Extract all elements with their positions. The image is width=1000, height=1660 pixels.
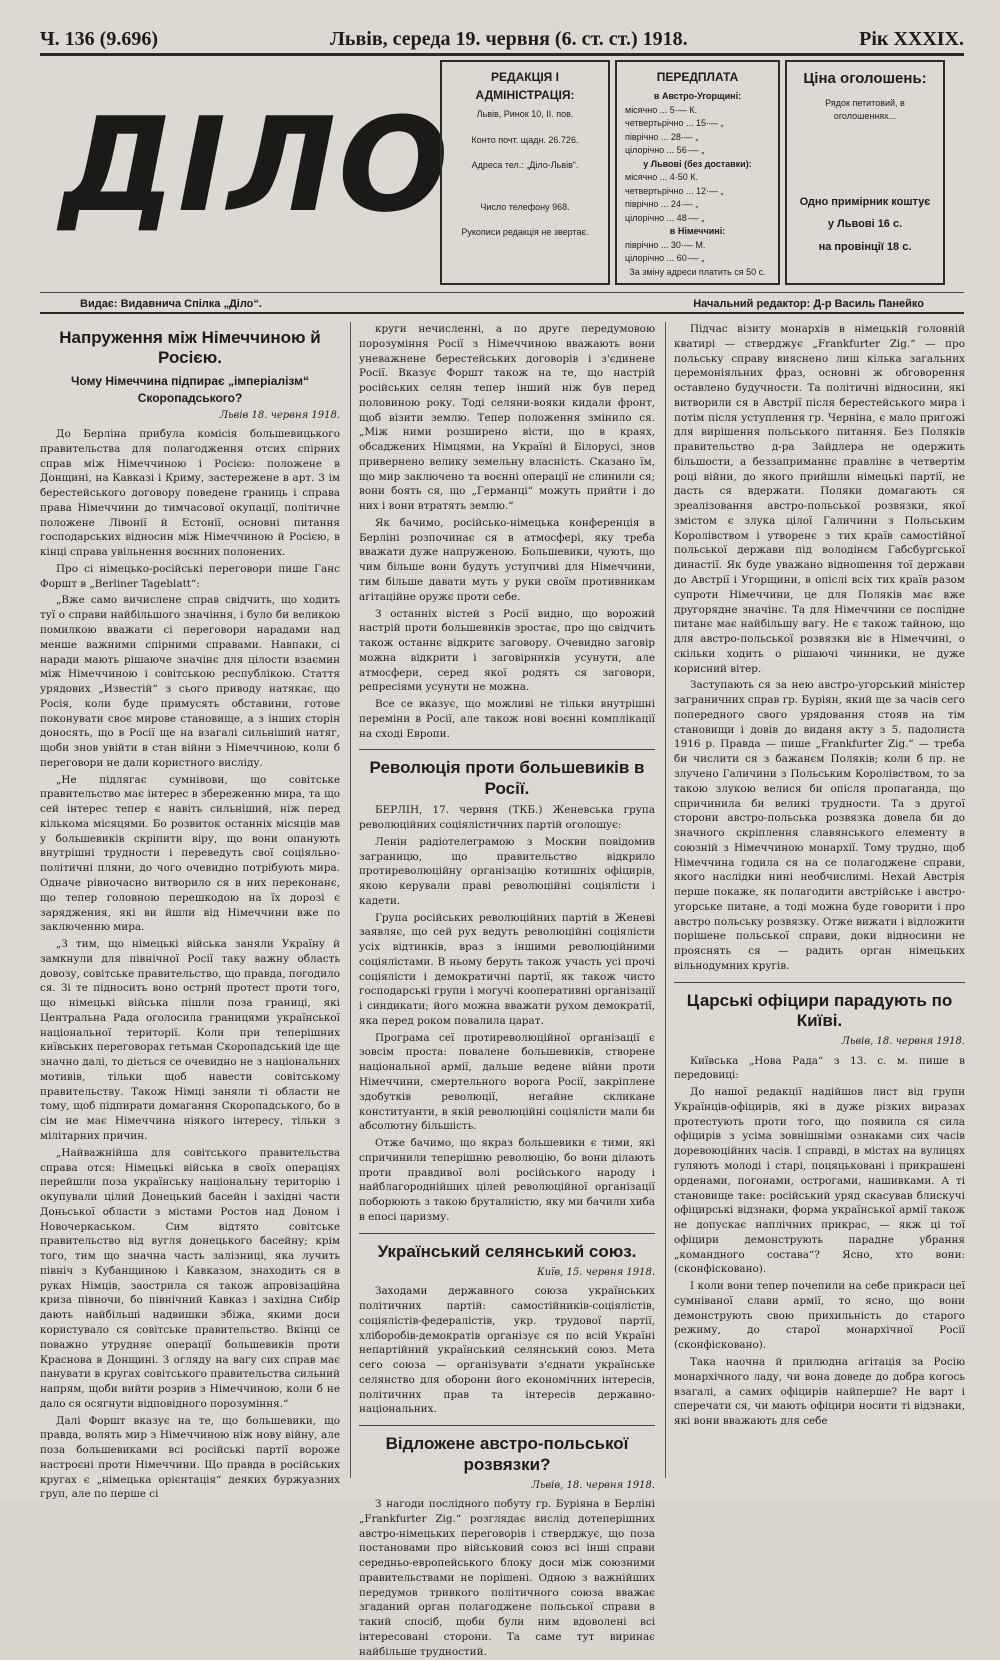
subscription-line: четвертьрічно ... 15·— „ [625,118,724,128]
dateline: Львів 18. червня 1918. [219,409,340,421]
editorial-box [440,60,610,285]
subscription-line: в Німеччині: [669,226,726,236]
publisher: Видає: Видавнича Спілка „Діло“. [80,298,262,310]
dateline: Львів, 18. червня 1918. [841,1036,965,1048]
prices-line: у Львові 16 с. [827,218,903,230]
subscription-line: місячно ... 5·— К. [625,104,697,115]
paragraph: Отже бачимо, що якраз большевики є тими, які спричинили теперішню революцію, бо вони ділають проти правдивої волі російського народу і найблагороднійших цілей революційної організації поборюють з такою бруталністю, яку ми бачили хиба в епосі царизму. [359,1137,655,1223]
article-title: Напруження між Німеччиною й Росією. [59,328,321,368]
paragraph: Заступають ся за нею австро-угорський міністер заграничних справ гр. Буріян, який ще за часів сего попередного свого урядовання стояв на тім становищи і довів до виданя акту з 5. падолиста 1916 р. Правда — пише „Frankfurter Zig.“ — треба би числити ся з бажанєм Поляків; коли б пр. не злучено Галичини з Польським Королівством, то за такою злукою велися би опісля пропаганда, що спричинила би великі трудности. Та з другої сторони австро-польська розвязка довела би до значного скріплення славянського елементу в союзній з Німеччиною монархії. Тому трудно, щоб Німеччина годила ся на се полагоджене справи, якого наслідки нині необчислимі. Нехай Австрія перше покаже, як полагодити австрійське і австро-угорське питане, а тоді можна буде говорити і про австро польську розвязку. Отже вижати і відложити порішене польської справи, доки відносини не прояснять ся — радить орган німецьких вільнодумних кругів. [674,679,965,972]
article-title: Революція проти большевиків в Росії. [369,758,645,798]
subscription-title: ПЕРЕДПЛАТА [656,70,739,84]
paragraph: Київська „Нова Рада“ з 13. с. м. пише в передовиці: [674,1054,965,1082]
subscription-line: піврічно ... 28·— „ [625,131,699,142]
paragraph: І коли вони тепер почепили на себе прикраси цеї сумніваної слави армії, то ясно, що вони демонструють свою прихильність до старого режиму, до старої монархічної Росії (сконфісковано). [674,1280,965,1352]
article-subtitle: Чому Німеччина підпирає „імперіалізм“ Скоропадського? [71,373,309,405]
article-title: Царські офіцири парадують по Київі. [686,990,953,1031]
divider [359,1425,655,1426]
editorial-line: Львів, Ринок 10, II. пов. [476,109,574,119]
paragraph: До нашої редакції надійшов лист від групи Українців-офіцирів, які в дуже різких виразах протестують проти того, що появила ся сила офіцирів з усіма зовнішніми ознаками сих часів доревоюційних часів. І справді, в містах на вулицях гуляють молоді і старі, поцяцьковані і прикрашені орденами, погонами, острогами, нашивками. А ті становище таке: російський уряд скасував блискучі офіцирські відзнаки, форма української армії також не допускає наплічних прикрас, — якж ці тої офіцири демонструють парадне убрання „командного состава“? Ясно, хто вони: (сконфісковано). [674,1086,965,1276]
paragraph: З останніх вістей з Росії видно, що ворожий настрій проти большевиків зростає, про що свідчить також останнє відкритє заговору. Очевидно заговір можна відкрити і заговірників усунути, але атмосфери, серед якої родять ся заговори, репресіями усунути не можна. [359,607,655,694]
prices-title: Ціна оголошень: [803,70,927,87]
divider [359,1233,655,1234]
chief-editor: Начальний редактор: Д-р Василь Панейко [693,298,924,310]
paragraph: Підчас візиту монархів в німецькій головній кватирі — стверджує „Frankfurter Zig.“ — про польську справу вияснено лиш кілька загальних церемоніяльних фраз, основні ж обговорення оставлено будучности. Та політичні відносини, які витворили ся в Австрії після берестейського мира і потім після уступлення гр. Черніна, є мало пригожі для вирішення польського питання. Без Поляків правительство д-ра Зайдлера не одержить більшости, а беззаприманнє правлінє в четвертім році війни, до якого прийшли німецькі партії, не дасть ся вдержати. Поляки домагають ся зреалізовання австро-польської розвязки, якої змістом є злука цілої Галичини з Польським Королівством і утворенє з тих країв самостійної польської держави під володінєм Габсбургської династії. Як буде уважано відношення тої держави до Австрії і Угорщини, в опіслі всіх тих країв разом супроти Німеччини, це для Поляків має вже другорядне значінє. Та для Німеччини се послідне питанє має найбільшу вагу. Не є також тайною, що для австро-польської розвязки віє в Німеччині, о скільки ходить о рішаючі чинники, не дуже корисний вітер. [674,323,965,675]
newspaper-logo: ДІЛО [60,89,451,241]
subscription-line: місячно ... 4·50 К. [625,172,698,182]
editorial-line: Конто почт. щадн. 26.726. [471,134,579,145]
paragraph: Ленін радіотелеграмою з Москви повідомив заграницю, що правительство відкрило протиреволюційну організацію котишніх офіцирів, якою керували праві революційні соціялісти і кадети. [359,835,655,907]
subscription-line: четвертьрічно ... 12·— „ [625,185,724,196]
issue-header [40,24,964,56]
article-title: Відложене австро-польської розвязки? [385,1434,629,1474]
paragraph: „Вже само вичислене справ свідчить, що ходить туї о справи найбільшого значіння, і було би великою помилкою вважати сі переговори нарадами над менше важними спірними справами. Навпаки, сі наради мають рішаюче значінє для цілости взаємин між Німеччиною і совітською республікою. Стаття урядових „Известій“ з сього приводу натякає, що Росія, коли буде примусять обставини, готове поконувати своє мирове становище, а з інших сторін доносять, що в Росії ще на взагалі сильніший натяг, щоби знов увійти в стан війни з Німеччиною, коли б переговори не дали користного висліду. [40,594,340,769]
dateline: Київ, 15. червня 1918. [536,1267,655,1279]
paragraph: Далі Форшт вказує на те, що большевики, що правда, волять мир з Німеччиною ніж нову війну, але поза большевиками всі російські партії вороже настроєні проти Німеччини. Що правда в російських кругах є „німецька орієнтація“ деяких буржуазних груп, але по перше сі [40,1414,340,1501]
subscription-line: За зміну адреси платить ся 50 с. [629,266,766,277]
editorial-line: Число телефону 968. [480,201,570,212]
editorial-line: Адреса тел.: „Діло-Львів“. [471,160,579,170]
issue-number: Ч. 136 (9.696) [40,28,158,50]
paragraph: Про сі німецько-російські переговори пише Ганс Форшт в „Berliner Tageblatt“: [40,562,340,590]
column-1 [40,322,340,1501]
paragraph: Така наочна й прилюдна агітація за Росію монархічного ладу, чи вона доведе до добра когось взагалі, а самих офіцирів найперше? Не варт і сперечати ся, чи мають офіцири носити ті відзнаки, які вони вважають для себе [674,1355,965,1428]
editorial-title: РЕДАКЦІЯ І АДМІНІСТРАЦІЯ: [475,70,575,102]
subscription-line: цілорічно ... 56·— „ [625,145,705,155]
paragraph: „Найважнійша для совітського правительства справа отся: Німецькі війська в своїх операціях перейшли поза українську національну територію і окупували цілий Донецький басейн і західні части Доньської области з містами Ростов над Доном і Новочеркаськом. Сим відтято совітське правительство від вугля донецького басейну; крім того, тим що значна часть залізниці, яка лучить північ з Кубанщиною і Кавказом, знаходить ся в руках Німців, заострила ся також апровізаційна криза півночи, бо північний Кавказ і західна Сибір дають найбільші надвишки збіжа, якими доси користувало ся совітське правительство. Вкінці се поважно утрудняє операції большевиків проти Краснова в Донщині. З огляду на вагу сих справ має панувати в кругах совітського правительства сильний напрям, щоби вийти розрив з Німеччиною, коли б не дало ся осягнути відповідного порозуміння.“ [40,1146,340,1410]
dateline: Львів, 18. червня 1918. [531,1479,655,1491]
subscription-line: піврічно ... 24·— „ [625,199,699,209]
subscription-line: піврічно ... 30·— М. [625,239,706,250]
paragraph: БЕРЛІН, 17. червня (ТКБ.) Женевська група революційних соціялістичних партій оголошує: [359,804,655,831]
subscription-line: цілорічно ... 60·— „ [625,253,705,263]
column-3 [665,322,965,1478]
paragraph: Програма сеї протиреволюційної організації є зовсім проста: повалене большевиків, створене національної армії, дальше ведене війни проти Німеччини, смертельного ворога Росії, закріплене здобутків революції, негайне скликане конституанти, в якій революційні соціялісти мали би абсолютну більшість. [359,1031,655,1133]
article-title: Український селянський союз. [377,1241,637,1261]
prices-line: Рядок петитовий, в оголошеннях... [825,97,905,121]
paragraph: Як бачимо, російсько-німецька конференція в Берліні розпочинає ся в атмосфері, яку треба вважати дуже напруженою. Большевики, чують, що чим більше вони будуть уступчиві для Німеччини, тим більше давати муть у руки своїм противникам агітаційне оружє проти себе. [359,516,655,603]
publisher-line [40,292,964,314]
subscription-box [615,60,780,285]
paragraph: До Берліна прибула комісія большевицького правительства для полагодження отсих спірних справ між Німеччиною і Росією: положене в Донщині, на Кавказі і Криму, застережене в арт. 3 ім берестейського договору поведене границь і справа права Німеччини до тимчасової окупації, політичне положене Лівонії й Естонії, основні питання господарських відносин між Німеччиною й Росією, в кінці справа увільнення воєнних полонених. [40,428,340,559]
paragraph: Група російських революційних партій в Женеві заявляє, що сей рух ведуть революційні соціялісти усіх відтинків, враз з іншими революційними соціялістами. В ньому беруть також участь усі прочі соціялісти і демократичні партії, як також чисто господарські групи і могучі кооперативні організації і синдикати; його можна вважати рухом демократії, яка перед роком повалила царат. [359,911,655,1027]
year-number: Рік XXXIX. [859,28,964,50]
subscription-line: в Австро-Угорщині: [653,91,742,101]
prices-line: Одно примірник коштує [799,195,931,208]
subscription-line: цілорічно ... 48·— „ [625,212,705,223]
prices-box [785,60,945,285]
paragraph: З нагоди послідного побуту гр. Буріяна в Берліні „Frankfurter Zig.“ розглядає вислід дотеперішних австро-німецьких переговорів і стверджує, що поза постановами про військовий союз всі інші справи середньо-европейського блоку доси між союзними правительствами не порішені. Одною з важнійших передумов тривкого політичного союза вважає згаданий орган полагоджене польської справи в такий спосіб, щоби були ним вдоволені всі інтересовані сторони. Та саме тут виринає найбільше трудностий. [359,1498,655,1658]
paragraph: „З тим, що німецькі війська заняли Україну й замкнули для північної Росії таку важну область довозу, совітське правительство, що правда, погодило ся. Зі те підносить воно острий протест проти того, що німецькі війська пішли поза границі, які Центральна Рада оголосила границями української національної території. Коли при теперішних київських переговорах гетьман Скоропадський іде ще значно далі, то діється се очевидно не з національних мотивів, тільки щоб навести совітському правительству. Також Німці заняли ті области не тому, щоб підпирати домагання Скоропадського, бо в сім не має Німеччина ніякого інтересу, тільки з мілітарних причин. [40,938,340,1143]
paragraph: „Не підлягає сумнівови, що совітське правительство має інтерес в збереженню мира, та що сей інтерес тепер є навіть сильніший, ніж перед кількома місяцями. Бо розвиток останніх місяців мав у большевиків скріпити віру, що вони опанують внутрішні трудности і переведуть свої соціяльно-політичні пляни, до чого очевидно потрібують мира. Одначе рівночасно витворило ся в них переконанє, що тепер головною перешкодою на їх дорозі є заряджения, які ви йшли від Німеччини вже по заключенню мира. [40,773,340,934]
paragraph: круги нечисленні, а по друге передумовою порозуміння Росії з Німеччиною вважають вони уневажнене берестейських договорів і з'єдинене Росії. Вказує Форшт також на те, що настрій російських селян тепер інший ніж був перед половиною року. Тоді селяни-вояки кидали фронт, щоб візити землю. Тепер положення змінило ся. „Між ними розширено вісти, що в краях, обсаджених Німцями, на Україні й Білорусі, знов привернено велику земельну власність. Сказано їм, що мир заключено та воєнні операції не слинили ся; вони боять ся, що „Германці“ можуть прийти і до них і вони втратять землю.“ [359,323,655,513]
divider [674,982,965,983]
subscription-line: у Львові (без доставки): [643,158,752,169]
divider [359,749,655,750]
place-date: Львів, середа 19. червня (6. ст. ст.) 1918. [330,28,688,50]
paragraph: Все се вказує, що можливі не тільки внутрішні переміни в Росії, але також нові воєнні комплікації на сході Европи. [359,698,655,740]
prices-line: на провінції 18 с. [818,240,912,253]
editorial-line: Рукописи редакція не звертає. [461,227,589,237]
masthead [40,60,451,290]
paragraph: Заходами державного союза українських політичних партій: самостійників-соціялістів, соціялістів-федералістів, укр. трудової партії, хліборобів-демократів організує ся по всій Україні непартійний український селянський союз. Мета сего союза — організувати з'єднати українське селянство для оборони його економічних інтересів, політичних прав та інтересів державно-національних. [359,1285,655,1416]
column-2 [350,322,655,1658]
